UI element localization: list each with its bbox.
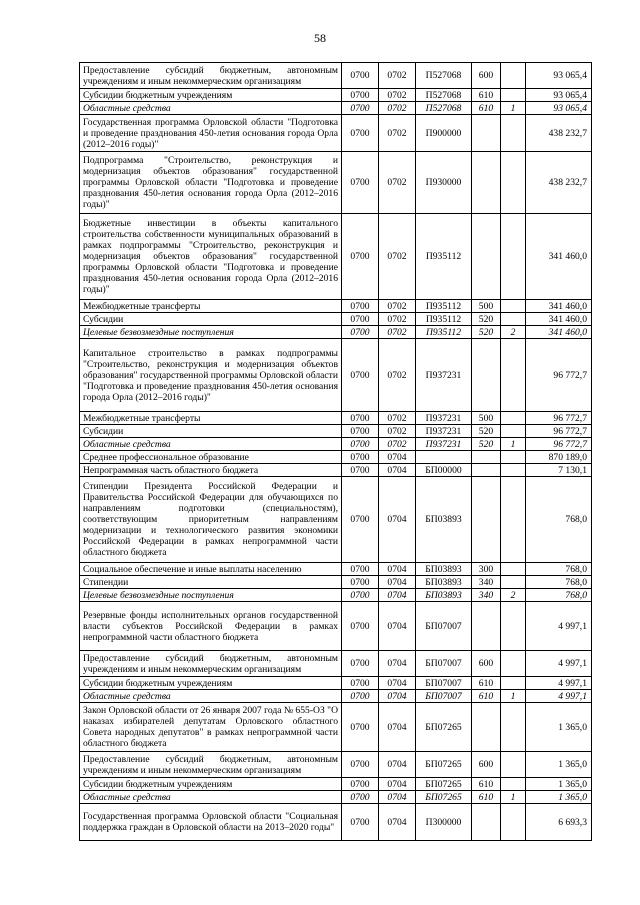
target-article-cell: БП07007 <box>416 602 472 651</box>
funding-source-cell <box>501 313 526 326</box>
row-name-cell: Целевые безвозмездные поступления <box>80 589 342 602</box>
funding-source-cell <box>501 451 526 464</box>
amount-cell: 4 997,1 <box>526 677 592 690</box>
row-name-cell: Стипендии Президента Российской Федерации и Правительства Российской Федерации для обучающихся по направлениям подготовки (специальностям), соответствующим приоритетным направлениям модернизации и технологического развития экономики Российской Федерации в рамках непрограммной части областного бюджета <box>80 477 342 563</box>
target-article-cell: П527068 <box>416 102 472 115</box>
expense-type-cell <box>472 703 501 752</box>
table-row <box>80 690 592 703</box>
section-code-cell: 0700 <box>342 89 379 102</box>
table-row <box>80 425 592 438</box>
target-article-cell: П935112 <box>416 326 472 339</box>
row-name-cell: Закон Орловской области от 26 января 2007 года № 655-ОЗ "О наказах избирателей депутатам Орловского областного Совета народных депутатов" в рамках непрограммной части областного бюджета <box>80 703 342 752</box>
expense-type-cell: 500 <box>472 412 501 425</box>
section-code-cell: 0700 <box>342 778 379 791</box>
row-name-cell: Резервные фонды исполнительных органов государственной власти субъектов Российской Федерации в рамках непрограммной части областного бюджета <box>80 602 342 651</box>
table-row <box>80 563 592 576</box>
funding-source-cell <box>501 804 526 841</box>
subsection-code-cell: 0702 <box>379 339 416 412</box>
expense-type-cell <box>472 152 501 214</box>
target-article-cell: П935112 <box>416 313 472 326</box>
amount-cell: 768,0 <box>526 589 592 602</box>
funding-source-cell <box>501 651 526 677</box>
table-row <box>80 703 592 752</box>
target-article-cell: БП03893 <box>416 477 472 563</box>
target-article-cell: П527068 <box>416 89 472 102</box>
section-code-cell: 0700 <box>342 690 379 703</box>
amount-cell: 4 997,1 <box>526 602 592 651</box>
amount-cell: 96 772,7 <box>526 339 592 412</box>
amount-cell: 1 365,0 <box>526 703 592 752</box>
table-row <box>80 214 592 300</box>
section-code-cell: 0700 <box>342 477 379 563</box>
row-name-cell: Среднее профессиональное образование <box>80 451 342 464</box>
amount-cell: 4 997,1 <box>526 690 592 703</box>
subsection-code-cell: 0702 <box>379 214 416 300</box>
subsection-code-cell: 0704 <box>379 677 416 690</box>
table-row <box>80 752 592 778</box>
table-row <box>80 89 592 102</box>
subsection-code-cell: 0702 <box>379 300 416 313</box>
row-name-cell: Областные средства <box>80 690 342 703</box>
target-article-cell: БП00000 <box>416 464 472 477</box>
table-row <box>80 677 592 690</box>
row-name-cell: Подпрограмма "Строительство, реконструкция и модернизация объектов образования" государственной программы Орловской области "Подготовка и проведение празднования 450-летия основания города Орла (2012–2016 годы)" <box>80 152 342 214</box>
row-name-cell: Предоставление субсидий бюджетным, автономным учреждениям и иным некоммерческим организациям <box>80 63 342 89</box>
funding-source-cell <box>501 89 526 102</box>
funding-source-cell <box>501 477 526 563</box>
section-code-cell: 0700 <box>342 339 379 412</box>
target-article-cell: П937231 <box>416 412 472 425</box>
expense-type-cell: 610 <box>472 677 501 690</box>
funding-source-cell <box>501 602 526 651</box>
target-article-cell: БП07265 <box>416 752 472 778</box>
expense-type-cell <box>472 339 501 412</box>
subsection-code-cell: 0702 <box>379 412 416 425</box>
section-code-cell: 0700 <box>342 563 379 576</box>
table-row <box>80 804 592 841</box>
amount-cell: 438 232,7 <box>526 152 592 214</box>
subsection-code-cell: 0702 <box>379 438 416 451</box>
subsection-code-cell: 0702 <box>379 326 416 339</box>
target-article-cell: БП07265 <box>416 791 472 804</box>
subsection-code-cell: 0704 <box>379 804 416 841</box>
target-article-cell: П937231 <box>416 438 472 451</box>
target-article-cell: П935112 <box>416 300 472 313</box>
table-row <box>80 791 592 804</box>
expense-type-cell <box>472 602 501 651</box>
target-article-cell: БП07007 <box>416 690 472 703</box>
table-row <box>80 589 592 602</box>
funding-source-cell: 2 <box>501 326 526 339</box>
table-row <box>80 464 592 477</box>
section-code-cell: 0700 <box>342 425 379 438</box>
amount-cell: 96 772,7 <box>526 438 592 451</box>
amount-cell: 768,0 <box>526 576 592 589</box>
row-name-cell: Бюджетные инвестиции в объекты капитального строительства собственности муниципальных образований в рамках подпрограммы "Строительство, реконструкция и модернизация объектов образования" государственной программы Орловской области "Подготовка и проведение празднования 450-летия основания города Орла (2012–2016 годы)" <box>80 214 342 300</box>
table-row <box>80 102 592 115</box>
expense-type-cell: 610 <box>472 89 501 102</box>
section-code-cell: 0700 <box>342 152 379 214</box>
target-article-cell: БП07007 <box>416 651 472 677</box>
row-name-cell: Предоставление субсидий бюджетным, автономным учреждениям и иным некоммерческим организациям <box>80 752 342 778</box>
row-name-cell: Областные средства <box>80 791 342 804</box>
funding-source-cell <box>501 115 526 152</box>
amount-cell: 96 772,7 <box>526 412 592 425</box>
amount-cell: 341 460,0 <box>526 313 592 326</box>
funding-source-cell <box>501 300 526 313</box>
amount-cell: 870 189,0 <box>526 451 592 464</box>
funding-source-cell <box>501 677 526 690</box>
amount-cell: 93 065,4 <box>526 63 592 89</box>
row-name-cell: Стипендии <box>80 576 342 589</box>
expense-type-cell <box>472 115 501 152</box>
amount-cell: 341 460,0 <box>526 326 592 339</box>
expense-type-cell: 300 <box>472 563 501 576</box>
subsection-code-cell: 0704 <box>379 690 416 703</box>
table-row <box>80 326 592 339</box>
section-code-cell: 0700 <box>342 677 379 690</box>
row-name-cell: Социальное обеспечение и иные выплаты населению <box>80 563 342 576</box>
target-article-cell: БП07007 <box>416 677 472 690</box>
row-name-cell: Государственная программа Орловской области "Социальная поддержка граждан в Орловской области на 2013–2020 годы" <box>80 804 342 841</box>
subsection-code-cell: 0704 <box>379 563 416 576</box>
table-row <box>80 339 592 412</box>
expense-type-cell: 610 <box>472 778 501 791</box>
subsection-code-cell: 0702 <box>379 63 416 89</box>
expense-type-cell: 600 <box>472 651 501 677</box>
amount-cell: 1 365,0 <box>526 778 592 791</box>
funding-source-cell: 1 <box>501 438 526 451</box>
subsection-code-cell: 0704 <box>379 589 416 602</box>
target-article-cell: П937231 <box>416 425 472 438</box>
subsection-code-cell: 0702 <box>379 102 416 115</box>
target-article-cell: П937231 <box>416 339 472 412</box>
section-code-cell: 0700 <box>342 791 379 804</box>
expense-type-cell <box>472 477 501 563</box>
table-row <box>80 152 592 214</box>
row-name-cell: Межбюджетные трансферты <box>80 412 342 425</box>
amount-cell: 6 693,3 <box>526 804 592 841</box>
funding-source-cell <box>501 464 526 477</box>
row-name-cell: Капитальное строительство в рамках подпрограммы "Строительство, реконструкция и модернизация объектов образования" государственной программы Орловской области "Подготовка и проведение празднования 450-летия основания города Орла (2012–2016 годы)" <box>80 339 342 412</box>
expense-type-cell: 610 <box>472 791 501 804</box>
row-name-cell: Межбюджетные трансферты <box>80 300 342 313</box>
table-row <box>80 300 592 313</box>
funding-source-cell <box>501 63 526 89</box>
expense-type-cell: 600 <box>472 752 501 778</box>
row-name-cell: Субсидии бюджетным учреждениям <box>80 89 342 102</box>
table-row <box>80 477 592 563</box>
row-name-cell: Предоставление субсидий бюджетным, автономным учреждениям и иным некоммерческим организациям <box>80 651 342 677</box>
funding-source-cell <box>501 778 526 791</box>
amount-cell: 768,0 <box>526 477 592 563</box>
funding-source-cell: 1 <box>501 791 526 804</box>
row-name-cell: Государственная программа Орловской области "Подготовка и проведение празднования 450-летия основания города Орла (2012–2016 годы)" <box>80 115 342 152</box>
funding-source-cell <box>501 576 526 589</box>
subsection-code-cell: 0702 <box>379 89 416 102</box>
table-row <box>80 778 592 791</box>
funding-source-cell <box>501 703 526 752</box>
expense-type-cell: 520 <box>472 425 501 438</box>
row-name-cell: Областные средства <box>80 438 342 451</box>
amount-cell: 1 365,0 <box>526 791 592 804</box>
target-article-cell: БП07265 <box>416 703 472 752</box>
expense-type-cell <box>472 451 501 464</box>
expense-type-cell <box>472 214 501 300</box>
amount-cell: 341 460,0 <box>526 214 592 300</box>
expense-type-cell: 600 <box>472 63 501 89</box>
subsection-code-cell: 0702 <box>379 313 416 326</box>
target-article-cell: П935112 <box>416 214 472 300</box>
section-code-cell: 0700 <box>342 102 379 115</box>
section-code-cell: 0700 <box>342 438 379 451</box>
amount-cell: 96 772,7 <box>526 425 592 438</box>
target-article-cell: БП03893 <box>416 589 472 602</box>
amount-cell: 4 997,1 <box>526 651 592 677</box>
subsection-code-cell: 0704 <box>379 651 416 677</box>
table-row <box>80 651 592 677</box>
subsection-code-cell: 0704 <box>379 602 416 651</box>
row-name-cell: Непрограммная часть областного бюджета <box>80 464 342 477</box>
row-name-cell: Субсидии <box>80 425 342 438</box>
subsection-code-cell: 0702 <box>379 425 416 438</box>
funding-source-cell <box>501 752 526 778</box>
funding-source-cell <box>501 339 526 412</box>
table-row <box>80 63 592 89</box>
subsection-code-cell: 0704 <box>379 778 416 791</box>
expense-type-cell <box>472 804 501 841</box>
section-code-cell: 0700 <box>342 313 379 326</box>
section-code-cell: 0700 <box>342 651 379 677</box>
subsection-code-cell: 0702 <box>379 115 416 152</box>
table-row <box>80 115 592 152</box>
amount-cell: 341 460,0 <box>526 300 592 313</box>
section-code-cell: 0700 <box>342 464 379 477</box>
target-article-cell: П527068 <box>416 63 472 89</box>
amount-cell: 7 130,1 <box>526 464 592 477</box>
section-code-cell: 0700 <box>342 63 379 89</box>
amount-cell: 93 065,4 <box>526 89 592 102</box>
expense-type-cell: 520 <box>472 438 501 451</box>
row-name-cell: Целевые безвозмездные поступления <box>80 326 342 339</box>
expense-type-cell: 610 <box>472 690 501 703</box>
expense-type-cell <box>472 464 501 477</box>
budget-table <box>79 62 592 841</box>
expense-type-cell: 500 <box>472 300 501 313</box>
target-article-cell: П300000 <box>416 804 472 841</box>
row-name-cell: Областные средства <box>80 102 342 115</box>
subsection-code-cell: 0704 <box>379 703 416 752</box>
section-code-cell: 0700 <box>342 804 379 841</box>
funding-source-cell: 1 <box>501 102 526 115</box>
section-code-cell: 0700 <box>342 300 379 313</box>
row-name-cell: Субсидии бюджетным учреждениям <box>80 778 342 791</box>
table-row <box>80 412 592 425</box>
target-article-cell: П930000 <box>416 152 472 214</box>
funding-source-cell <box>501 152 526 214</box>
amount-cell: 438 232,7 <box>526 115 592 152</box>
section-code-cell: 0700 <box>342 752 379 778</box>
target-article-cell: БП03893 <box>416 576 472 589</box>
section-code-cell: 0700 <box>342 602 379 651</box>
expense-type-cell: 520 <box>472 313 501 326</box>
expense-type-cell: 520 <box>472 326 501 339</box>
target-article-cell: БП07265 <box>416 778 472 791</box>
page-number: 58 <box>314 31 326 45</box>
section-code-cell: 0700 <box>342 451 379 464</box>
section-code-cell: 0700 <box>342 412 379 425</box>
subsection-code-cell: 0704 <box>379 477 416 563</box>
funding-source-cell: 2 <box>501 589 526 602</box>
subsection-code-cell: 0704 <box>379 576 416 589</box>
funding-source-cell <box>501 412 526 425</box>
expense-type-cell: 340 <box>472 589 501 602</box>
subsection-code-cell: 0704 <box>379 451 416 464</box>
expense-type-cell: 340 <box>472 576 501 589</box>
amount-cell: 93 065,4 <box>526 102 592 115</box>
table-row <box>80 438 592 451</box>
expense-type-cell: 610 <box>472 102 501 115</box>
amount-cell: 768,0 <box>526 563 592 576</box>
amount-cell: 1 365,0 <box>526 752 592 778</box>
section-code-cell: 0700 <box>342 703 379 752</box>
subsection-code-cell: 0704 <box>379 752 416 778</box>
table-row <box>80 602 592 651</box>
table-row <box>80 576 592 589</box>
target-article-cell: П900000 <box>416 115 472 152</box>
row-name-cell: Субсидии бюджетным учреждениям <box>80 677 342 690</box>
subsection-code-cell: 0704 <box>379 791 416 804</box>
subsection-code-cell: 0702 <box>379 152 416 214</box>
funding-source-cell <box>501 563 526 576</box>
funding-source-cell <box>501 425 526 438</box>
section-code-cell: 0700 <box>342 326 379 339</box>
section-code-cell: 0700 <box>342 589 379 602</box>
table-row <box>80 451 592 464</box>
target-article-cell <box>416 451 472 464</box>
subsection-code-cell: 0704 <box>379 464 416 477</box>
section-code-cell: 0700 <box>342 576 379 589</box>
funding-source-cell <box>501 214 526 300</box>
funding-source-cell: 1 <box>501 690 526 703</box>
row-name-cell: Субсидии <box>80 313 342 326</box>
target-article-cell: БП03893 <box>416 563 472 576</box>
section-code-cell: 0700 <box>342 115 379 152</box>
table-row <box>80 313 592 326</box>
section-code-cell: 0700 <box>342 214 379 300</box>
